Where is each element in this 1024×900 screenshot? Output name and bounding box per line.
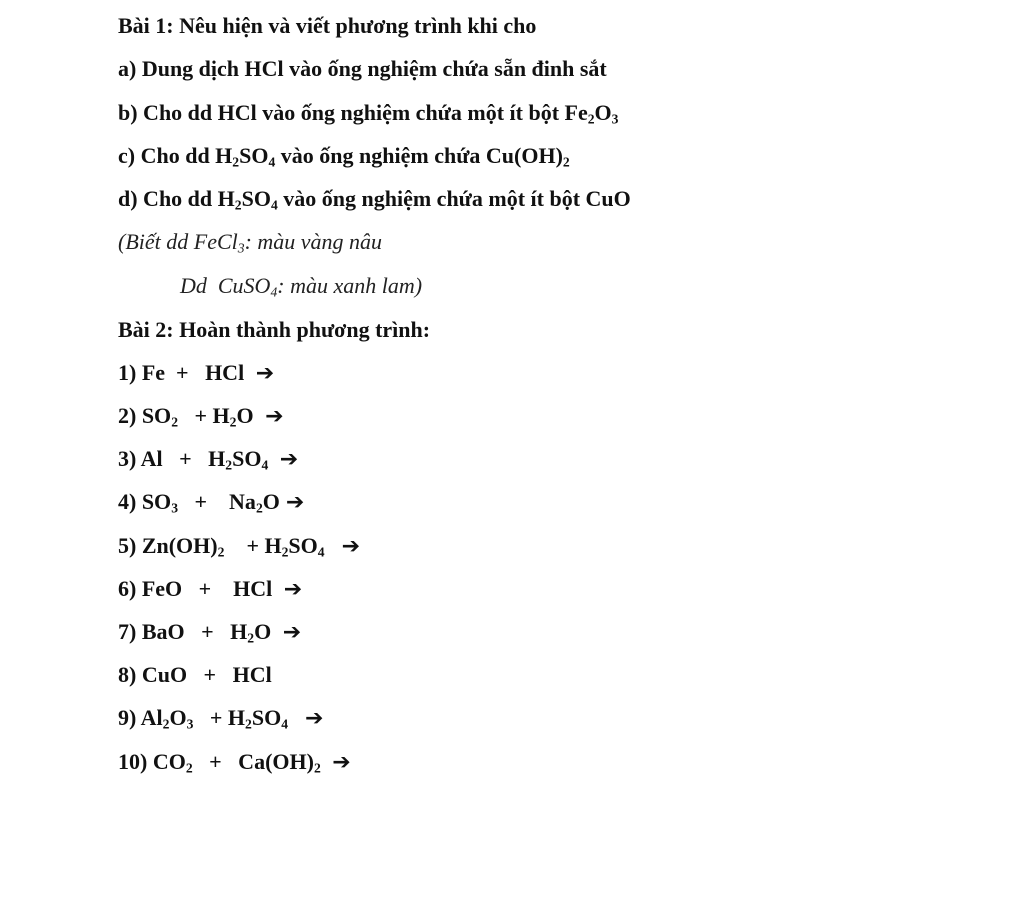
text-segment: SO bbox=[239, 143, 269, 168]
subscript: 2 bbox=[225, 457, 233, 473]
exercise1-note-cuso4 bbox=[180, 272, 422, 300]
text-segment: + H bbox=[224, 533, 282, 558]
text-segment bbox=[288, 705, 299, 730]
text-segment: 8) CuO + HCl bbox=[118, 662, 272, 687]
reaction-arrow-icon: ➔ bbox=[279, 447, 299, 472]
exercise2-title: Bài 2: Hoàn thành phương trình: bbox=[118, 317, 431, 342]
subscript: 2 bbox=[255, 500, 263, 516]
subscript: 4 bbox=[281, 716, 289, 732]
reaction-arrow-icon: ➔ bbox=[265, 404, 284, 429]
reaction-arrow-icon: ➔ bbox=[282, 620, 302, 645]
subscript: 2 bbox=[185, 760, 193, 776]
text-segment: 7) BaO + H bbox=[118, 619, 248, 644]
text-segment: + H bbox=[193, 705, 246, 730]
subscript: 4 bbox=[268, 154, 276, 170]
subscript: 2 bbox=[587, 111, 595, 127]
reaction-arrow-icon: ➔ bbox=[255, 361, 275, 386]
text-segment: 2) SO bbox=[118, 403, 172, 428]
equation-1 bbox=[118, 359, 274, 388]
text-segment: : màu xanh lam) bbox=[277, 273, 423, 298]
exercise1-title: Bài 1: Nêu hiện và viết phương trình khi cho bbox=[118, 13, 537, 38]
subscript: 2 bbox=[229, 414, 237, 430]
subscript: 2 bbox=[232, 154, 240, 170]
text-segment bbox=[325, 533, 336, 558]
equation-9 bbox=[118, 704, 323, 733]
text-segment: d) Cho dd H bbox=[118, 186, 235, 211]
exercise1-item-d bbox=[118, 185, 631, 213]
text-segment: (Biết dd FeCl bbox=[118, 229, 238, 254]
equation-8 bbox=[118, 661, 272, 689]
text-segment: + Na bbox=[178, 489, 256, 514]
subscript: 2 bbox=[247, 630, 255, 646]
subscript: 2 bbox=[313, 760, 321, 776]
text-segment: Dd CuSO bbox=[180, 273, 271, 298]
exercise1-note-fecl3 bbox=[118, 228, 382, 256]
text-segment: 6) FeO + HCl bbox=[118, 576, 278, 601]
reaction-arrow-icon: ➔ bbox=[285, 490, 305, 515]
text-segment: + Ca(OH) bbox=[192, 749, 314, 774]
text-segment bbox=[268, 446, 274, 471]
equation-5 bbox=[118, 532, 360, 561]
subscript: 2 bbox=[162, 716, 170, 732]
text-segment: 4) SO bbox=[118, 489, 172, 514]
reaction-arrow-icon: ➔ bbox=[305, 706, 324, 731]
equation-7 bbox=[118, 618, 301, 647]
subscript: 4 bbox=[317, 544, 325, 560]
text-segment: SO bbox=[251, 705, 282, 730]
subscript: 3 bbox=[171, 500, 178, 516]
subscript: 4 bbox=[270, 197, 278, 213]
subscript: 4 bbox=[261, 457, 269, 473]
text-segment bbox=[321, 749, 327, 774]
subscript: 3 bbox=[186, 716, 194, 732]
text-segment: SO bbox=[288, 533, 318, 558]
subscript: 4 bbox=[270, 284, 278, 300]
exercise1-item-a bbox=[118, 55, 607, 83]
subscript: 2 bbox=[234, 197, 242, 213]
text-segment: : màu vàng nâu bbox=[244, 229, 383, 254]
text-segment: O bbox=[169, 705, 187, 730]
text-segment: 1) Fe + HCl bbox=[118, 360, 250, 385]
text-segment: + H bbox=[178, 403, 230, 428]
subscript: 3 bbox=[237, 240, 245, 256]
reaction-arrow-icon: ➔ bbox=[283, 577, 303, 602]
text-segment: O bbox=[262, 489, 280, 514]
reaction-arrow-icon: ➔ bbox=[332, 750, 351, 775]
exercise1-item-b bbox=[118, 99, 618, 127]
subscript: 2 bbox=[281, 544, 289, 560]
text-segment: 3) Al + H bbox=[118, 446, 226, 471]
exercise1-item-c bbox=[118, 142, 570, 170]
text-segment: b) Cho dd HCl vào ống nghiệm chứa một ít bột Fe bbox=[118, 100, 588, 125]
text-segment: a) Dung dịch HCl vào ống nghiệm chứa sẵn đinh sắt bbox=[118, 56, 607, 81]
text-segment: 5) Zn(OH) bbox=[118, 533, 218, 558]
reaction-arrow-icon: ➔ bbox=[341, 534, 361, 559]
equation-3 bbox=[118, 445, 298, 474]
subscript: 2 bbox=[562, 154, 570, 170]
text-segment: O bbox=[594, 100, 612, 125]
text-segment: c) Cho dd H bbox=[118, 143, 233, 168]
text-segment: vào ống nghiệm chứa một ít bột CuO bbox=[277, 186, 631, 211]
subscript: 2 bbox=[217, 544, 225, 560]
text-segment: O bbox=[236, 403, 260, 428]
equation-4 bbox=[118, 488, 304, 517]
text-segment: SO bbox=[241, 186, 271, 211]
subscript: 3 bbox=[611, 111, 619, 127]
text-segment: SO bbox=[232, 446, 262, 471]
text-segment: vào ống nghiệm chứa Cu(OH) bbox=[275, 143, 563, 168]
equation-10 bbox=[118, 748, 351, 777]
text-segment: O bbox=[254, 619, 277, 644]
equation-2 bbox=[118, 402, 284, 431]
text-segment: 9) Al bbox=[118, 705, 163, 730]
equation-6 bbox=[118, 575, 302, 604]
text-segment: 10) CO bbox=[118, 749, 186, 774]
subscript: 2 bbox=[171, 414, 178, 430]
subscript: 2 bbox=[245, 716, 252, 732]
